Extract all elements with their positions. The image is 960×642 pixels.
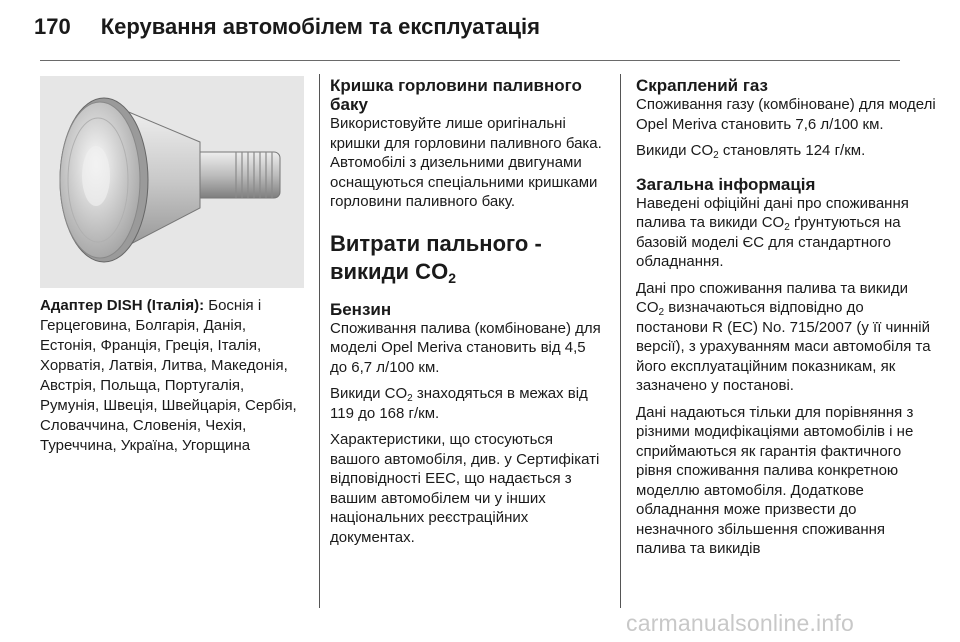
- general-info-p2: Дані про споживання палива та викиди $CO_2$ визначаються відповідно до постанови R (EC) No. 715/2007 (у її чинній версії), з урахуванням маси автомобіля та його експлуатаційним показникам, як зазначено у постанові.: [636, 279, 931, 394]
- watermark: carmanualsonline.info: [626, 610, 854, 636]
- petrol-reference-text: Характеристики, що стосуються вашого автомобіля, див. у Сертифікаті відповідності ЕЕС, що надається з вашим автомобілем чи у інших національних реєстраційних документах.: [330, 431, 600, 546]
- petrol-consumption-text: Споживання палива (комбіноване) для моделі Opel Meriva становить від 4,5 до 6,7 л/100 км.: [330, 319, 601, 376]
- fuel-cap-heading: Кришка горловини паливного баку: [330, 76, 582, 114]
- dish-adapter-icon: [40, 76, 304, 288]
- fuel-cap-text: Використовуйте лише оригінальні кришки для горловини паливного бака. Автомобілі з дизельними двигунами оснащуються спеціальними кришками горловини паливного баку.: [330, 115, 602, 210]
- general-info-heading: Загальна інформація: [636, 174, 816, 194]
- lpg-heading: Скраплений газ: [636, 76, 769, 95]
- general-info-p1: Наведені офіційні дані про споживання палива та викиди $CO_2$ ґрунтуються на базовій моделі ЄС для стандартного обладнання.: [636, 194, 909, 270]
- chapter-title: Керування автомобілем та експлуатація: [100, 14, 540, 39]
- column-divider-left: [319, 74, 320, 608]
- general-info-p3: Дані надаються тільки для порівняння з різними модифікаціями автомобілів і не сприймаються як гарантія фактичного рівня споживання палива конкретною моделлю автомобіля. Додаткове обладнання може призвести до незначного збільшення споживання палива та викидів: [636, 403, 914, 557]
- petrol-heading: Бензин: [330, 299, 392, 319]
- middle-column: [330, 76, 606, 554]
- left-column: [40, 76, 306, 456]
- lpg-emissions-text: Викиди $CO_2$ становлять 124 г/км.: [636, 142, 866, 161]
- column-divider-right: [620, 74, 621, 608]
- header-rule: [40, 60, 900, 61]
- lpg-consumption-text: Споживання газу (комбіноване) для моделі Opel Meriva становить 7,6 л/100 км.: [636, 96, 936, 133]
- petrol-emissions-text: Викиди $CO_2$ знаходяться в межах від 119 до 168 г/км.: [330, 385, 588, 422]
- figure-caption: [40, 296, 306, 456]
- page-header: [34, 14, 540, 44]
- dish-adapter-image: [40, 76, 304, 288]
- consumption-heading: Витрати пального - викиди $CO_2$: [330, 230, 542, 286]
- page-number: 170: [34, 14, 71, 39]
- caption-label: Адаптер DISH (Італія):: [40, 297, 205, 314]
- caption-text: Боснія і Герцеговина, Болгарія, Данія, Естонія, Франція, Греція, Італія, Хорватія, Латвія, Литва, Македонія, Австрія, Польща, Португалія, Румунія, Швеція, Швейцарія, Сербія, Словаччина, Словенія, Чехія, Туреччина, Україна, Угорщина: [40, 297, 297, 454]
- right-column: [636, 76, 936, 566]
